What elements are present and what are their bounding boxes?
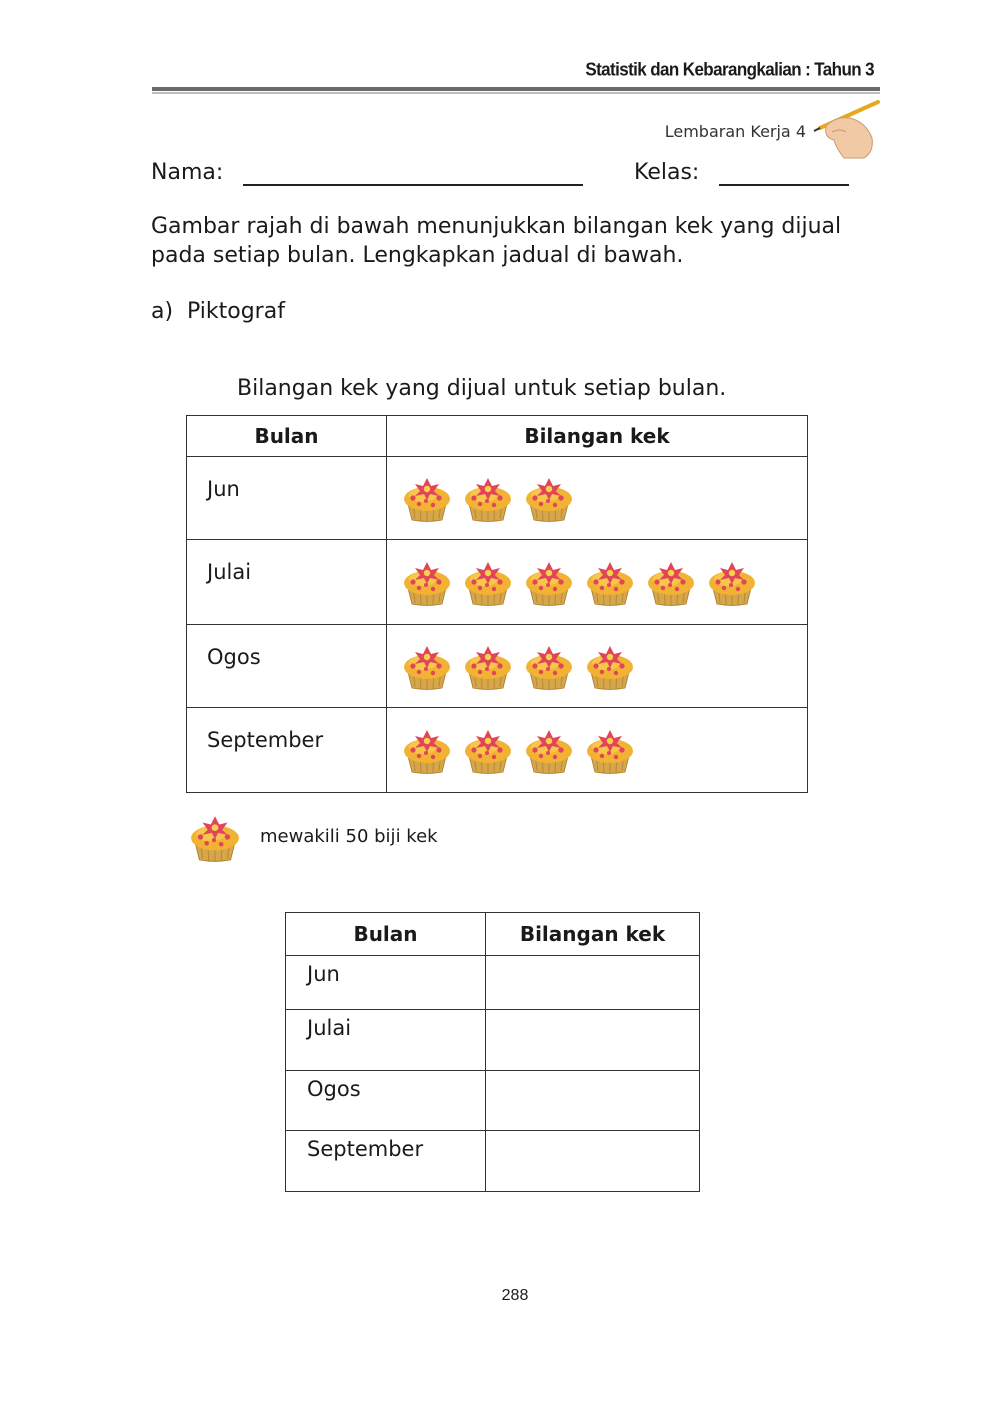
pictograph-icons bbox=[387, 540, 808, 625]
pictograph-row bbox=[187, 625, 808, 708]
pictograph-table bbox=[186, 415, 808, 793]
answer-table bbox=[285, 912, 700, 1192]
hand-writing-icon bbox=[806, 98, 884, 160]
answer-month: Ogos bbox=[286, 1071, 486, 1131]
cupcake-icon bbox=[523, 640, 575, 692]
answer-cell[interactable] bbox=[486, 1010, 700, 1071]
answer-header-month: Bulan bbox=[286, 913, 486, 956]
legend-text: mewakili 50 biji kek bbox=[260, 826, 438, 847]
page-number: 288 bbox=[501, 1287, 529, 1304]
cupcake-icon bbox=[462, 472, 514, 524]
pictograph-row bbox=[187, 708, 808, 793]
pictograph-month: Julai bbox=[187, 540, 387, 625]
cupcake-icon bbox=[188, 810, 242, 864]
pictograph-month: Jun bbox=[187, 457, 387, 540]
answer-cell[interactable] bbox=[486, 956, 700, 1010]
pictograph-month: Ogos bbox=[187, 625, 387, 708]
pictograph-icons bbox=[387, 708, 808, 793]
cupcake-icon bbox=[645, 556, 697, 608]
name-label: Nama: bbox=[151, 160, 224, 185]
cupcake-icon bbox=[523, 556, 575, 608]
cupcake-icon bbox=[401, 640, 453, 692]
cupcake-icon bbox=[401, 472, 453, 524]
answer-month: Julai bbox=[286, 1010, 486, 1071]
cupcake-icon bbox=[584, 640, 636, 692]
instruction-text: Gambar rajah di bawah menunjukkan bilangan kek yang dijual pada setiap bulan. Lengkapkan jadual di bawah. bbox=[151, 214, 842, 268]
section-title: Piktograf bbox=[187, 299, 285, 324]
answer-month: September bbox=[286, 1131, 486, 1192]
answer-month: Jun bbox=[286, 956, 486, 1010]
section-heading bbox=[151, 299, 285, 324]
answer-header-count: Bilangan kek bbox=[486, 913, 700, 956]
header-title: Statistik dan Kebarangkalian : Tahun 3 bbox=[585, 59, 874, 80]
cupcake-icon bbox=[462, 556, 514, 608]
answer-row bbox=[286, 956, 700, 1010]
cupcake-icon bbox=[706, 556, 758, 608]
cupcake-icon bbox=[401, 724, 453, 776]
cupcake-icon bbox=[462, 724, 514, 776]
answer-row bbox=[286, 1010, 700, 1071]
pictograph-caption: Bilangan kek yang dijual untuk setiap bulan. bbox=[237, 376, 727, 401]
cupcake-icon bbox=[584, 724, 636, 776]
name-blank[interactable] bbox=[243, 184, 583, 186]
pictograph-icons bbox=[387, 625, 808, 708]
pictograph-row bbox=[187, 540, 808, 625]
cupcake-icon bbox=[462, 640, 514, 692]
worksheet-label: Lembaran Kerja 4 bbox=[664, 122, 806, 141]
answer-row bbox=[286, 1131, 700, 1192]
answer-cell[interactable] bbox=[486, 1131, 700, 1192]
header-rule-shadow bbox=[152, 92, 880, 94]
pictograph-header-count: Bilangan kek bbox=[387, 416, 808, 457]
pictograph-row bbox=[187, 457, 808, 540]
class-blank[interactable] bbox=[719, 184, 849, 186]
cupcake-icon bbox=[523, 724, 575, 776]
answer-row bbox=[286, 1071, 700, 1131]
answer-cell[interactable] bbox=[486, 1071, 700, 1131]
pictograph-icons bbox=[387, 457, 808, 540]
pictograph-month: September bbox=[187, 708, 387, 793]
cupcake-icon bbox=[584, 556, 636, 608]
cupcake-icon bbox=[401, 556, 453, 608]
section-marker: a) bbox=[151, 299, 174, 324]
cupcake-icon bbox=[523, 472, 575, 524]
header-rule bbox=[152, 87, 880, 91]
class-label: Kelas: bbox=[634, 160, 700, 185]
pictograph-header-month: Bulan bbox=[187, 416, 387, 457]
